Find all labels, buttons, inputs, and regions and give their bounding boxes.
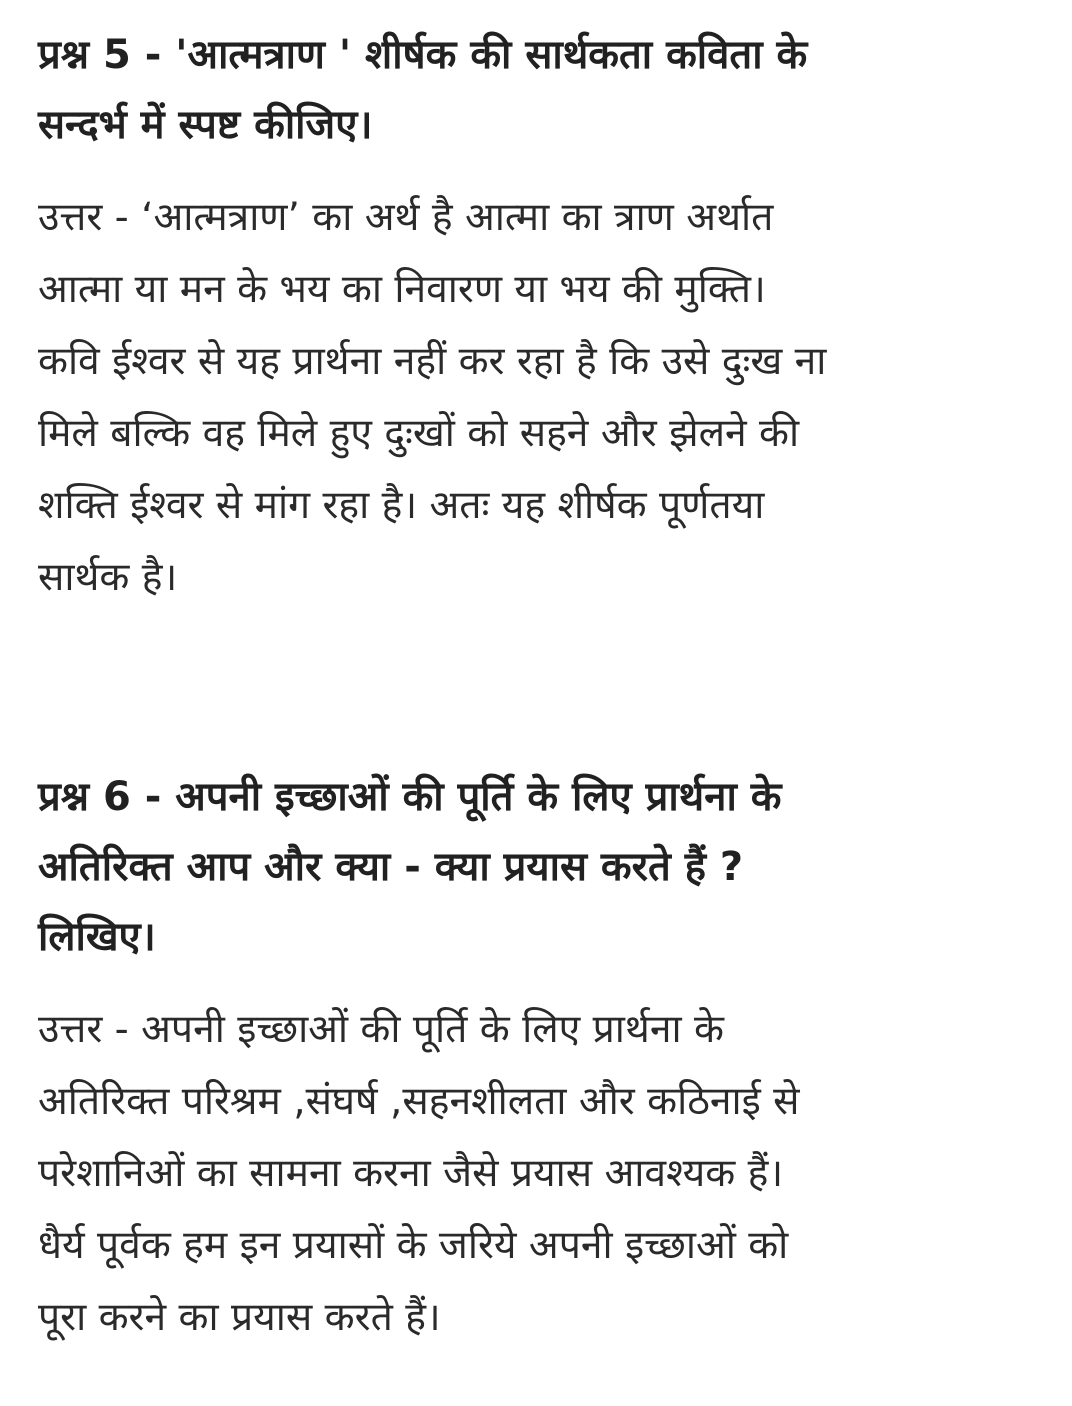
question-6-block xyxy=(38,750,1048,1354)
question-5-block xyxy=(38,8,1048,614)
question-5-line-1: प्रश्न 5 - 'आत्मत्राण ' शीर्षक की सार्थकता कविता के xyxy=(38,32,808,78)
answer-5-line-3: कवि ईश्वर से यह प्रार्थना नहीं कर रहा है कि उसे दुःख ना xyxy=(38,339,827,384)
question-6-line-1: प्रश्न 6 - अपनी इच्छाओं की पूर्ति के लिए प्रार्थना के xyxy=(38,774,782,820)
answer-5-paragraph xyxy=(38,182,1048,614)
answer-5-line-5: शक्ति ईश्वर से मांग रहा है। अतः यह शीर्षक पूर्णतया xyxy=(38,483,765,528)
answer-6-line-4: धैर्य पूर्वक हम इन प्रयासों के जरिये अपनी इच्छाओं को xyxy=(38,1223,789,1268)
answer-5-line-1: उत्तर - ‘आत्मत्राण’ का अर्थ है आत्मा का त्राण अर्थात xyxy=(38,195,774,240)
question-5-line-2: सन्दर्भ में स्पष्ट कीजिए। xyxy=(38,102,373,148)
answer-6-line-3: परेशानिओं का सामना करना जैसे प्रयास आवश्यक हैं। xyxy=(38,1151,784,1196)
answer-5-line-4: मिले बल्कि वह मिले हुए दुःखों को सहने और झेलने की xyxy=(38,411,800,456)
answer-6-line-5: पूरा करने का प्रयास करते हैं। xyxy=(38,1295,441,1340)
question-5-heading xyxy=(38,20,1048,160)
answer-5-line-2: आत्मा या मन के भय का निवारण या भय की मुक्ति। xyxy=(38,267,766,312)
question-6-line-3: लिखिए। xyxy=(38,914,156,960)
question-6-heading xyxy=(38,762,1048,972)
answer-5-line-6: सार्थक है। xyxy=(38,555,178,600)
answer-6-line-2: अतिरिक्त परिश्रम ,संघर्ष ,सहनशीलता और कठिनाई से xyxy=(38,1079,800,1124)
answer-6-line-1: उत्तर - अपनी इच्छाओं की पूर्ति के लिए प्रार्थना के xyxy=(38,1007,724,1052)
answer-6-paragraph xyxy=(38,994,1048,1354)
question-6-line-2: अतिरिक्त आप और क्या - क्या प्रयास करते हैं ? xyxy=(38,844,744,890)
